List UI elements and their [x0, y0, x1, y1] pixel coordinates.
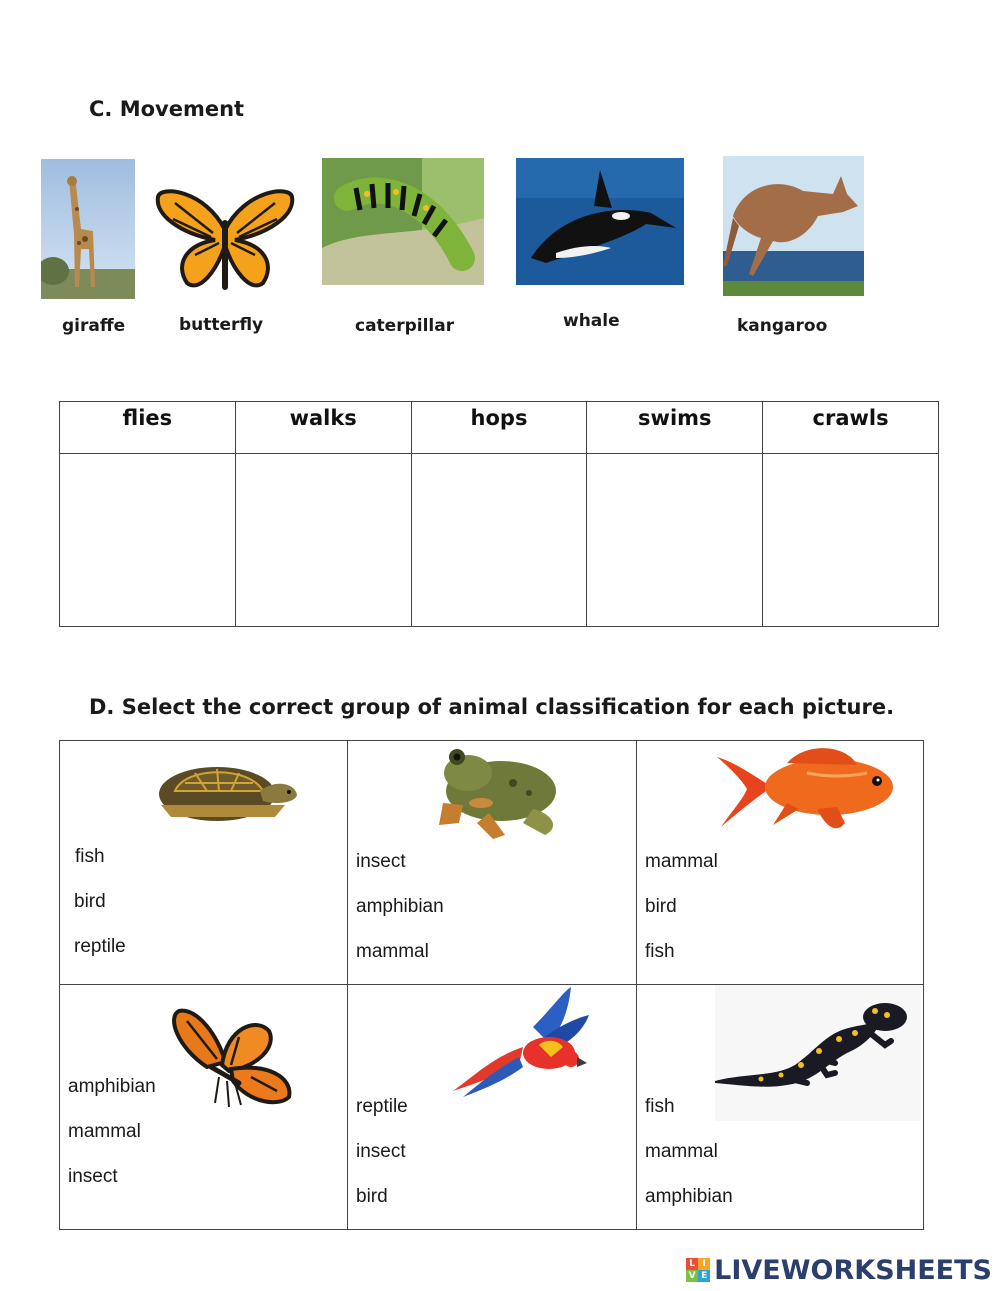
option-bird[interactable]: bird — [74, 891, 106, 912]
drop-zone-flies[interactable] — [60, 454, 236, 627]
logo-text: LIVEWORKSHEETS — [714, 1254, 992, 1286]
classification-cell-turtle — [60, 741, 348, 985]
column-header-swims: swims — [587, 402, 763, 454]
drop-zone-crawls[interactable] — [763, 454, 939, 627]
section-d-title: D. Select the correct group of animal classification for each picture. — [89, 695, 895, 719]
butterfly-photo — [155, 185, 295, 293]
turtle-photo — [155, 761, 300, 826]
animal-label-whale: whale — [563, 311, 620, 331]
butterfly-photo — [167, 1007, 295, 1115]
option-mammal[interactable]: mammal — [645, 1141, 718, 1162]
classification-cell-salamander — [637, 985, 923, 1229]
goldfish-photo — [717, 743, 901, 835]
classification-cell-butterfly — [60, 985, 348, 1229]
classification-grid — [59, 740, 924, 1230]
option-fish[interactable]: fish — [645, 941, 675, 962]
classification-cell-parrot — [348, 985, 637, 1229]
option-bird[interactable]: bird — [356, 1186, 388, 1207]
option-mammal[interactable]: mammal — [356, 941, 429, 962]
classification-cell-goldfish — [637, 741, 923, 985]
drop-zone-hops[interactable] — [411, 454, 587, 627]
option-reptile[interactable]: reptile — [74, 936, 126, 957]
drop-zone-swims[interactable] — [587, 454, 763, 627]
option-mammal[interactable]: mammal — [645, 851, 718, 872]
option-fish[interactable]: fish — [645, 1096, 675, 1117]
classification-cell-frog — [348, 741, 637, 985]
animal-label-kangaroo: kangaroo — [737, 316, 828, 336]
animal-label-caterpillar: caterpillar — [355, 316, 455, 336]
option-mammal[interactable]: mammal — [68, 1121, 141, 1142]
whale-photo — [516, 158, 684, 285]
option-insect[interactable]: insect — [68, 1166, 118, 1187]
animal-label-giraffe: giraffe — [62, 316, 126, 336]
section-c-title: C. Movement — [89, 97, 245, 121]
column-header-hops: hops — [411, 402, 587, 454]
column-header-walks: walks — [235, 402, 411, 454]
kangaroo-photo — [723, 156, 864, 296]
frog-photo — [433, 743, 565, 841]
salamander-photo — [715, 985, 921, 1121]
option-reptile[interactable]: reptile — [356, 1096, 408, 1117]
animal-label-butterfly: butterfly — [179, 315, 264, 335]
option-insect[interactable]: insect — [356, 1141, 406, 1162]
option-amphibian[interactable]: amphibian — [645, 1186, 733, 1207]
giraffe-photo — [41, 159, 135, 299]
option-insect[interactable]: insect — [356, 851, 406, 872]
movement-table — [59, 401, 939, 627]
option-amphibian[interactable]: amphibian — [68, 1076, 156, 1097]
option-bird[interactable]: bird — [645, 896, 677, 917]
column-header-crawls: crawls — [763, 402, 939, 454]
liveworksheets-logo — [686, 1253, 992, 1287]
option-fish[interactable]: fish — [75, 846, 105, 867]
column-header-flies: flies — [60, 402, 236, 454]
drop-zone-walks[interactable] — [235, 454, 411, 627]
option-amphibian[interactable]: amphibian — [356, 896, 444, 917]
liveworksheets-logo-icon: L I V E — [686, 1258, 710, 1282]
parrot-photo — [453, 987, 589, 1099]
caterpillar-photo — [322, 158, 484, 285]
